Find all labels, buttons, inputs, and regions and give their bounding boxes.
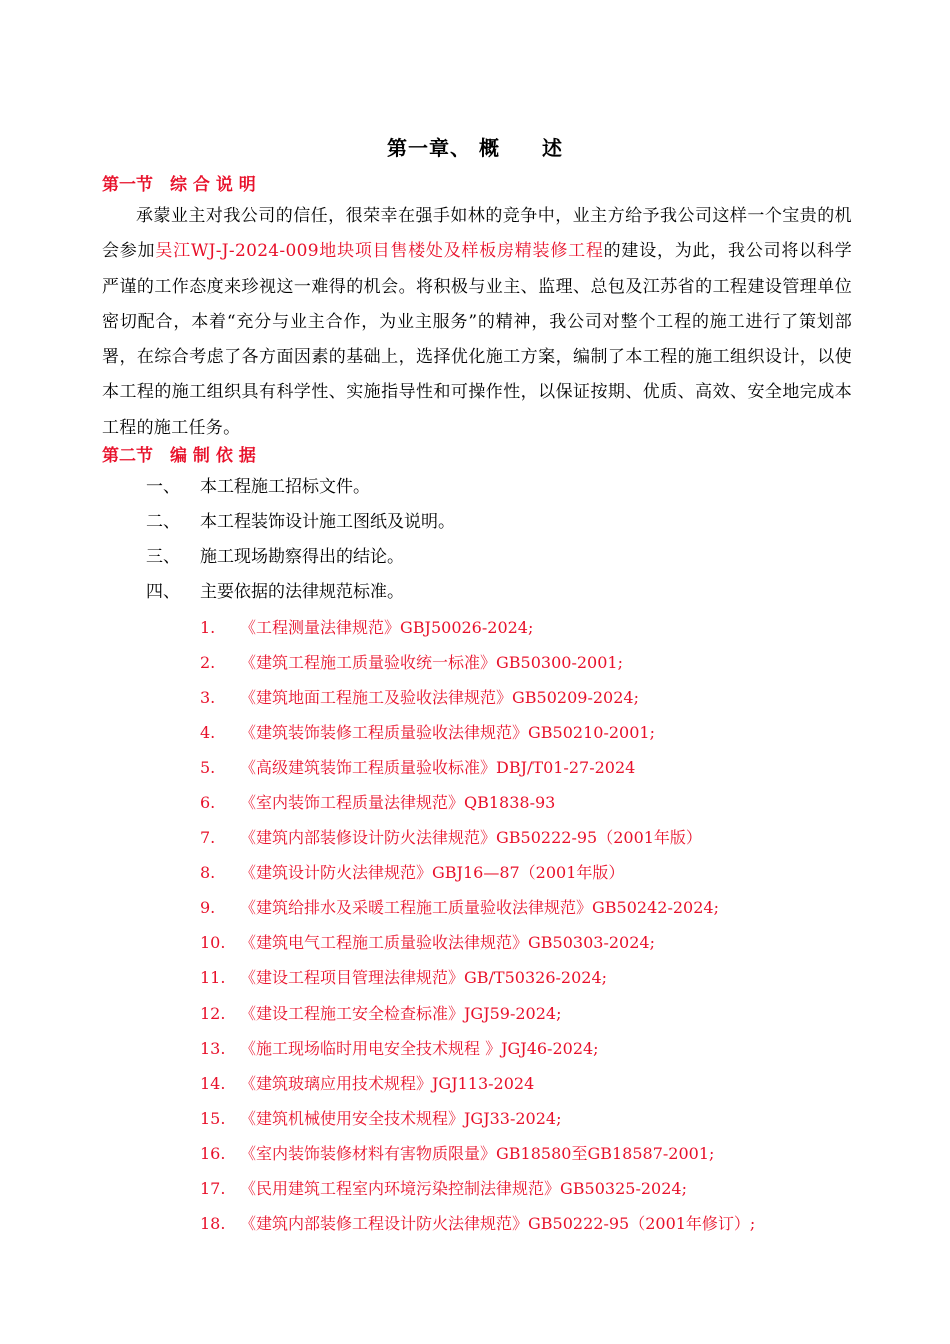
standard-number: 17. [200, 1178, 226, 1198]
standard-text: 《建筑内部装修工程设计防火法律规范》GB50222-95（2001年修订）; [240, 1213, 756, 1233]
standard-item [200, 610, 755, 645]
standard-item [200, 960, 755, 995]
standard-number: 12. [200, 1003, 226, 1023]
standard-text: 《建筑电气工程施工质量验收法律规范》GB50303-2024; [240, 933, 655, 953]
standard-number: 14. [200, 1073, 226, 1093]
standard-item [200, 645, 755, 680]
standard-item [200, 680, 755, 715]
standard-text: 《施工现场临时用电安全技术规程 》JGJ46-2024; [240, 1038, 599, 1058]
standard-number: 18. [200, 1213, 226, 1233]
standard-text: 《建筑机械使用安全技术规程》JGJ33-2024; [240, 1108, 562, 1128]
list-item-text: 本工程装饰设计施工图纸及说明。 [200, 512, 455, 532]
standard-text: 《高级建筑装饰工程质量验收标准》DBJ/T01-27-2024 [240, 758, 636, 778]
list-item-text: 主要依据的法律规范标准。 [200, 582, 404, 602]
standard-text: 《建设工程施工安全检查标准》JGJ59-2024; [240, 1003, 562, 1023]
basis-list [146, 470, 455, 610]
standard-item [200, 890, 755, 925]
section-heading-basis: 第二节 编 制 依 据 [102, 446, 256, 466]
standard-number: 5. [200, 758, 216, 778]
standard-item [200, 820, 755, 855]
standard-text: 《建筑给排水及采暖工程施工质量验收法律规范》GB50242-2024; [240, 898, 719, 918]
standard-number: 11. [200, 968, 226, 988]
standard-item [200, 1101, 755, 1136]
standard-text: 《室内装饰工程质量法律规范》QB1838-93 [240, 793, 556, 813]
standard-number: 4. [200, 723, 216, 743]
standard-item [200, 925, 755, 960]
standard-text: 《建设工程项目管理法律规范》GB/T50326-2024; [240, 968, 608, 988]
standard-text: 《民用建筑工程室内环境污染控制法律规范》GB50325-2024; [240, 1178, 687, 1198]
standard-number: 10. [200, 933, 226, 953]
standard-text: 《建筑地面工程施工及验收法律规范》GB50209-2024; [240, 688, 639, 708]
standard-number: 13. [200, 1038, 226, 1058]
standard-text: 《建筑工程施工质量验收统一标准》GB50300-2001; [240, 653, 623, 673]
section-heading-overview: 第一节 综 合 说 明 [102, 175, 256, 195]
standard-item [200, 715, 755, 750]
paragraph-text-part2: 的建设，为此，我公司将以科学严谨的工作态度来珍视这一难得的机会。将积极与业主、监理、总包及江苏省的工程建设管理单位密切配合，本着“充分与业主合作，为业主服务”的精神，我公司对整个工程的施工进行了策划部署，在综合考虑了各方面因素的基础上，选择优化施工方案，编制了本工程的施工组织设计，以使本工程的施工组织具有科学性、实施指导性和可操作性，以保证按期、优质、高效、安全地完成本工程的施工任务。 [102, 241, 852, 438]
standard-text: 《室内装饰装修材料有害物质限量》GB18580至GB18587-2001; [240, 1143, 715, 1163]
standard-number: 15. [200, 1108, 226, 1128]
standard-number: 6. [200, 793, 216, 813]
paragraph-text-part1: 承蒙业主对我公司的信任，很荣幸在强手如林的竞争中，业主方给予我公司这样一个宝贵的机会参加 [102, 206, 852, 262]
standard-number: 16. [200, 1143, 226, 1163]
standard-number: 1. [200, 618, 216, 637]
standard-text: 《建筑内部装修设计防火法律规范》GB50222-95（2001年版） [240, 828, 702, 848]
standard-number: 3. [200, 688, 216, 708]
standard-item [200, 996, 755, 1031]
list-item-number: 四、 [146, 582, 180, 602]
list-item-number: 三、 [146, 547, 180, 567]
project-name: 吴江WJ-J-2024-009地块项目售楼处及样板房精装修工程 [155, 241, 604, 262]
standard-item [200, 1066, 755, 1101]
list-item-number: 二、 [146, 512, 180, 532]
standard-item [200, 1171, 755, 1206]
chapter-title: 第一章、 概 述 [387, 136, 563, 160]
standard-number: 9. [200, 898, 216, 918]
standard-number: 7. [200, 828, 216, 848]
standard-item [200, 750, 755, 785]
list-item-number: 一、 [146, 477, 180, 497]
standard-number: 2. [200, 653, 216, 673]
standard-item [200, 1031, 755, 1066]
standard-item [200, 855, 755, 890]
list-item [146, 505, 455, 540]
overview-paragraph [102, 199, 852, 446]
list-item-text: 施工现场勘察得出的结论。 [200, 547, 404, 567]
standard-item [200, 1136, 755, 1171]
standard-item [200, 785, 755, 820]
standard-number: 8. [200, 863, 216, 883]
list-item [146, 575, 455, 610]
standard-item [200, 1206, 755, 1241]
standard-text: 《建筑设计防火法律规范》GBJ16—87（2001年版） [240, 863, 625, 883]
list-item-text: 本工程施工招标文件。 [200, 477, 370, 497]
standard-text: 《建筑玻璃应用技术规程》JGJ113-2024 [240, 1073, 535, 1093]
standard-text: 《建筑装饰装修工程质量验收法律规范》GB50210-2001; [240, 723, 655, 743]
list-item [146, 540, 455, 575]
standard-text: 《工程测量法律规范》GBJ50026-2024; [240, 618, 534, 637]
list-item [146, 470, 455, 505]
standards-list [200, 610, 755, 1241]
